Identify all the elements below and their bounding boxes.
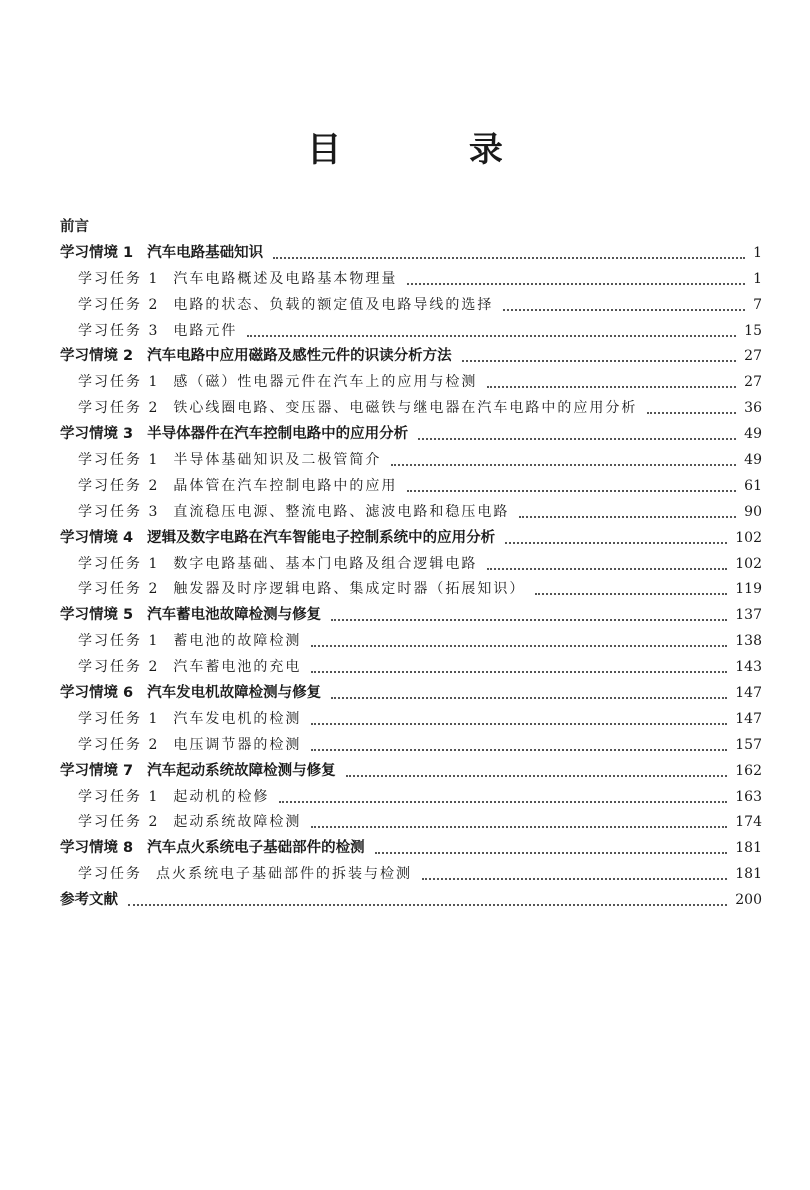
toc-page-number: 27 — [744, 374, 762, 391]
toc-entry-label: 学习任务 2 — [78, 736, 160, 753]
toc-entry-label: 学习任务 2 — [78, 477, 160, 494]
dot-leader — [422, 878, 727, 880]
toc-entry-title: 电压调节器的检测 — [173, 736, 302, 753]
toc-page-number: 162 — [735, 762, 762, 779]
toc-entry-label: 前言 — [60, 219, 89, 235]
toc-task-entry[interactable] — [60, 319, 762, 345]
dot-leader — [331, 697, 727, 699]
dot-leader — [503, 309, 745, 311]
toc-task-entry[interactable] — [60, 552, 762, 578]
toc-entry-title: 起动系统故障检测 — [173, 814, 302, 831]
toc-entry-title: 晶体管在汽车控制电路中的应用 — [173, 477, 398, 494]
toc-entry-title: 直流稳压电源、整流电路、滤波电路和稳压电路 — [173, 503, 510, 520]
dot-leader — [311, 826, 727, 828]
toc-page-number: 138 — [735, 633, 762, 650]
toc-page-number: 102 — [735, 529, 762, 546]
toc-entry-label: 学习情境 7 — [60, 762, 134, 779]
toc-chapter-entry[interactable] — [60, 836, 762, 862]
toc-entry-label: 学习情境 6 — [60, 685, 134, 702]
toc-page-number: 1 — [753, 244, 762, 261]
toc-entry-heading — [78, 370, 487, 396]
toc-entry-heading — [78, 267, 407, 293]
toc-task-entry[interactable] — [60, 629, 762, 655]
toc-entry-heading — [78, 707, 311, 733]
toc-entry-label: 学习情境 8 — [60, 840, 134, 857]
toc-entry-heading — [78, 552, 487, 578]
toc-entry-label: 学习任务 3 — [78, 503, 160, 520]
dot-leader — [331, 619, 727, 621]
toc-task-entry[interactable] — [60, 448, 762, 474]
dot-leader — [519, 516, 736, 518]
toc-task-entry[interactable] — [60, 396, 762, 422]
toc-entry-title: 汽车蓄电池故障检测与修复 — [147, 607, 322, 624]
toc-task-entry[interactable] — [60, 267, 762, 293]
dot-leader — [487, 386, 736, 388]
toc-page-number: 49 — [744, 452, 762, 469]
dot-leader — [407, 283, 745, 285]
toc-entry-heading — [78, 655, 311, 681]
dot-leader — [311, 749, 727, 751]
toc-entry-heading — [78, 862, 422, 888]
toc-page-number: 49 — [744, 426, 762, 443]
toc-entry-heading — [60, 603, 331, 629]
toc-task-entry[interactable] — [60, 293, 762, 319]
toc-entry-heading — [78, 500, 519, 526]
toc-page-number: 143 — [735, 659, 762, 676]
toc-entry-title: 感（磁）性电器元件在汽车上的应用与检测 — [173, 374, 478, 391]
toc-entry-heading — [60, 215, 99, 241]
toc-entry-heading — [78, 293, 503, 319]
toc-page-number: 36 — [744, 400, 762, 417]
toc-entry-title: 半导体基础知识及二极管简介 — [173, 452, 382, 469]
toc-page-number: 15 — [744, 322, 762, 339]
toc-chapter-entry[interactable] — [60, 888, 762, 914]
toc-entry-heading — [78, 396, 647, 422]
toc-entry-label: 学习情境 5 — [60, 607, 134, 624]
toc-entry-title: 数字电路基础、基本门电路及组合逻辑电路 — [173, 555, 478, 572]
toc-entry-title: 汽车电路中应用磁路及感性元件的识读分析方法 — [147, 348, 452, 365]
toc-page-number: 119 — [735, 581, 762, 598]
toc-entry-heading — [78, 810, 311, 836]
toc-entry-label: 学习情境 2 — [60, 348, 134, 365]
toc-task-entry[interactable] — [60, 474, 762, 500]
toc-page-number: 147 — [735, 710, 762, 727]
toc-page-number: 61 — [744, 477, 762, 494]
toc-entry-label: 学习任务 1 — [78, 555, 160, 572]
toc-entry-label: 学习情境 3 — [60, 426, 134, 443]
dot-leader — [391, 464, 736, 466]
dot-leader — [462, 360, 737, 362]
toc-entry-heading — [60, 888, 128, 914]
toc-entry-heading — [78, 319, 247, 345]
toc-entry-label: 学习任务 — [78, 866, 142, 883]
toc-entry-heading — [60, 681, 331, 707]
toc-entry-label: 学习任务 2 — [78, 814, 160, 831]
toc-chapter-entry[interactable] — [60, 759, 762, 785]
toc-entry-heading — [78, 785, 279, 811]
toc-entry-heading — [78, 577, 535, 603]
toc-task-entry[interactable] — [60, 500, 762, 526]
toc-entry-title: 半导体器件在汽车控制电路中的应用分析 — [147, 426, 409, 443]
toc-page-number: 137 — [735, 607, 762, 624]
dot-leader — [505, 542, 727, 544]
toc-entry-title: 电路的状态、负载的额定值及电路导线的选择 — [173, 296, 494, 313]
toc-page-number: 90 — [744, 503, 762, 520]
table-of-contents — [60, 215, 762, 914]
toc-entry-title: 汽车点火系统电子基础部件的检测 — [147, 840, 365, 857]
toc-page-number: 7 — [753, 296, 762, 313]
toc-entry-title: 汽车蓄电池的充电 — [173, 659, 302, 676]
toc-task-entry[interactable] — [60, 785, 762, 811]
toc-entry-heading — [78, 629, 311, 655]
toc-page-number: 163 — [735, 788, 762, 805]
dot-leader — [128, 904, 727, 906]
toc-entry-title: 汽车发电机故障检测与修复 — [147, 685, 322, 702]
toc-entry-label: 学习任务 2 — [78, 296, 160, 313]
toc-entry-label: 学习任务 1 — [78, 788, 160, 805]
dot-leader — [346, 775, 728, 777]
dot-leader — [311, 671, 727, 673]
toc-task-entry[interactable] — [60, 733, 762, 759]
dot-leader — [311, 645, 727, 647]
toc-entry-heading — [78, 474, 407, 500]
toc-entry-title: 汽车电路基础知识 — [147, 244, 264, 261]
toc-chapter-entry[interactable] — [60, 344, 762, 370]
toc-entry-label: 学习任务 2 — [78, 581, 160, 598]
dot-leader — [647, 412, 736, 414]
dot-leader — [535, 593, 727, 595]
toc-entry-title: 电路元件 — [173, 322, 238, 339]
toc-page-number: 157 — [735, 736, 762, 753]
dot-leader — [247, 335, 736, 337]
toc-page-number: 102 — [735, 555, 762, 572]
toc-entry-heading — [60, 836, 375, 862]
dot-leader — [418, 438, 736, 440]
toc-page-number: 27 — [744, 348, 762, 365]
dot-leader — [273, 257, 745, 259]
toc-entry-heading — [60, 344, 462, 370]
toc-task-entry[interactable] — [60, 655, 762, 681]
toc-chapter-entry[interactable] — [60, 241, 762, 267]
toc-entry-heading — [60, 241, 273, 267]
toc-entry-label: 学习任务 1 — [78, 633, 160, 650]
toc-task-entry[interactable] — [60, 577, 762, 603]
toc-entry-title: 逻辑及数字电路在汽车智能电子控制系统中的应用分析 — [147, 529, 496, 546]
toc-entry-title: 起动机的检修 — [173, 788, 270, 805]
toc-chapter-entry[interactable] — [60, 215, 762, 241]
toc-entry-heading — [60, 759, 346, 785]
toc-entry-label: 参考文献 — [60, 892, 118, 909]
toc-entry-label: 学习任务 2 — [78, 659, 160, 676]
toc-page-number: 1 — [753, 270, 762, 287]
dot-leader — [311, 723, 727, 725]
toc-entry-heading — [60, 526, 505, 552]
dot-leader — [487, 568, 727, 570]
toc-page-number: 174 — [735, 814, 762, 831]
toc-entry-title: 蓄电池的故障检测 — [173, 633, 302, 650]
toc-entry-label: 学习任务 1 — [78, 270, 160, 287]
toc-page-number: 200 — [735, 892, 762, 909]
toc-entry-title: 触发器及时序逻辑电路、集成定时器（拓展知识） — [173, 581, 526, 598]
toc-entry-label: 学习情境 1 — [60, 244, 134, 261]
toc-entry-label: 学习任务 3 — [78, 322, 160, 339]
toc-entry-label: 学习任务 2 — [78, 400, 160, 417]
toc-entry-title: 汽车电路概述及电路基本物理量 — [173, 270, 398, 287]
toc-entry-label: 学习任务 1 — [78, 710, 160, 727]
dot-leader — [375, 852, 728, 854]
toc-task-entry[interactable] — [60, 810, 762, 836]
toc-entry-heading — [60, 422, 418, 448]
dot-leader — [279, 801, 727, 803]
toc-entry-heading — [78, 448, 391, 474]
toc-page-number: 181 — [735, 866, 762, 883]
toc-task-entry[interactable] — [60, 370, 762, 396]
toc-entry-heading — [78, 733, 311, 759]
toc-chapter-entry[interactable] — [60, 681, 762, 707]
toc-entry-label: 学习任务 1 — [78, 452, 160, 469]
toc-task-entry[interactable] — [60, 707, 762, 733]
dot-leader — [407, 490, 736, 492]
toc-entry-title: 点火系统电子基础部件的拆装与检测 — [156, 866, 412, 883]
toc-page-number: 147 — [735, 685, 762, 702]
toc-task-entry[interactable] — [60, 862, 762, 888]
page-title: 目 录 — [307, 130, 561, 170]
toc-entry-title: 汽车起动系统故障检测与修复 — [147, 762, 336, 779]
toc-entry-title: 铁心线圈电路、变压器、电磁铁与继电器在汽车电路中的应用分析 — [173, 400, 638, 417]
toc-entry-label: 学习情境 4 — [60, 529, 134, 546]
toc-page-number: 181 — [735, 840, 762, 857]
toc-chapter-entry[interactable] — [60, 526, 762, 552]
toc-entry-label: 学习任务 1 — [78, 374, 160, 391]
toc-entry-title: 汽车发电机的检测 — [173, 710, 302, 727]
toc-chapter-entry[interactable] — [60, 422, 762, 448]
toc-chapter-entry[interactable] — [60, 603, 762, 629]
